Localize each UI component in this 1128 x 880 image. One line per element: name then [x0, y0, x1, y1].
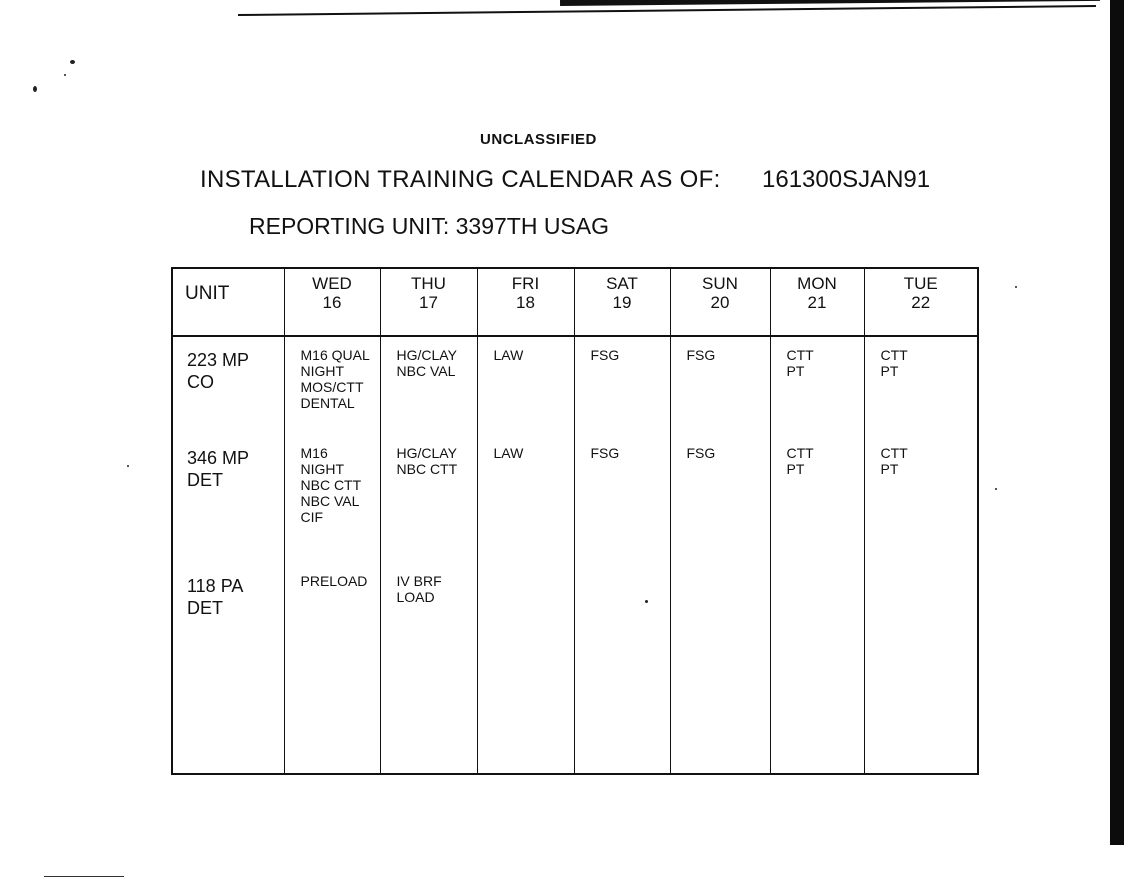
day-header-mon	[770, 268, 864, 336]
schedule-cell	[477, 435, 574, 563]
table-row	[172, 336, 978, 435]
reporting-unit-value: 3397TH USAG	[455, 213, 610, 239]
scan-right-edge	[1110, 0, 1124, 845]
scan-bottom-mark	[44, 876, 124, 877]
unit-cell	[172, 336, 284, 435]
unit-column-header: UNIT	[172, 268, 284, 336]
schedule-cell	[864, 435, 978, 563]
schedule-text: FSG	[590, 445, 620, 461]
schedule-text: LAW	[493, 347, 524, 363]
training-calendar-table	[171, 267, 979, 775]
day-header-sun	[670, 268, 770, 336]
schedule-cell	[477, 336, 574, 435]
schedule-cell	[670, 336, 770, 435]
date-time-group: 161300SJAN91	[762, 166, 931, 193]
day-name: THU	[411, 274, 446, 293]
schedule-text: PRELOAD	[300, 573, 368, 589]
scan-speck	[33, 86, 37, 92]
schedule-cell	[380, 336, 477, 435]
day-name: FRI	[511, 274, 540, 293]
schedule-text	[671, 563, 770, 573]
scan-speck	[64, 74, 66, 76]
schedule-text	[575, 563, 670, 573]
schedule-cell	[670, 563, 770, 774]
reporting-unit-label: REPORTING UNIT:	[249, 213, 450, 239]
scan-speck	[127, 465, 129, 467]
day-date: 16	[322, 293, 342, 312]
day-header-wed	[284, 268, 380, 336]
schedule-text: HG/CLAY NBC CTT	[396, 445, 458, 477]
day-header-thu	[380, 268, 477, 336]
scan-speck	[70, 60, 75, 64]
schedule-cell	[864, 336, 978, 435]
schedule-text	[478, 563, 574, 573]
schedule-text: M16 QUAL NIGHT MOS/CTT DENTAL	[300, 347, 370, 411]
scan-speck	[1015, 286, 1017, 288]
schedule-cell	[574, 563, 670, 774]
day-date: 21	[807, 293, 827, 312]
schedule-cell	[770, 435, 864, 563]
schedule-text: FSG	[686, 347, 716, 363]
schedule-cell	[284, 336, 380, 435]
schedule-cell	[770, 563, 864, 774]
schedule-text: CTT PT	[786, 347, 814, 379]
table-row	[172, 563, 978, 774]
schedule-cell	[670, 435, 770, 563]
day-header-fri	[477, 268, 574, 336]
day-header-tue	[864, 268, 978, 336]
calendar-title: INSTALLATION TRAINING CALENDAR AS OF:	[200, 166, 721, 193]
schedule-cell	[770, 336, 864, 435]
day-date: 22	[911, 293, 931, 312]
unit-cell	[172, 435, 284, 563]
unit-name: 118 PA DET	[187, 576, 244, 618]
reporting-unit-line	[249, 213, 609, 240]
schedule-text: CTT PT	[880, 347, 908, 379]
schedule-text: FSG	[590, 347, 620, 363]
unit-cell	[172, 563, 284, 774]
schedule-text: HG/CLAY NBC VAL	[396, 347, 457, 379]
scan-speck	[995, 488, 997, 490]
day-name: MON	[797, 274, 837, 293]
day-date: 20	[710, 293, 730, 312]
schedule-cell	[284, 435, 380, 563]
schedule-cell	[477, 563, 574, 774]
table-row	[172, 435, 978, 563]
schedule-text: M16 NIGHT NBC CTT NBC VAL CIF	[300, 445, 362, 525]
unit-name: 223 MP CO	[187, 350, 250, 392]
schedule-text: IV BRF LOAD	[396, 573, 442, 605]
schedule-cell	[284, 563, 380, 774]
classification-marking: UNCLASSIFIED	[480, 131, 597, 148]
day-date: 18	[516, 293, 535, 312]
schedule-cell	[380, 435, 477, 563]
schedule-text: LAW	[493, 445, 524, 461]
day-name: WED	[312, 274, 352, 293]
day-name: SAT	[606, 274, 638, 293]
schedule-cell	[574, 336, 670, 435]
day-name: SUN	[702, 274, 738, 293]
schedule-cell	[864, 563, 978, 774]
schedule-text	[865, 563, 978, 573]
schedule-text: CTT PT	[786, 445, 814, 477]
schedule-text: FSG	[686, 445, 716, 461]
day-name: TUE	[903, 274, 938, 293]
schedule-cell	[380, 563, 477, 774]
day-header-sat	[574, 268, 670, 336]
day-date: 17	[419, 293, 438, 312]
schedule-cell	[574, 435, 670, 563]
unit-name: 346 MP DET	[187, 448, 250, 490]
schedule-text: CTT PT	[880, 445, 908, 477]
table-header-row	[172, 268, 978, 336]
scan-top-edge	[238, 5, 1096, 16]
schedule-text	[771, 563, 864, 573]
day-date: 19	[612, 293, 632, 312]
